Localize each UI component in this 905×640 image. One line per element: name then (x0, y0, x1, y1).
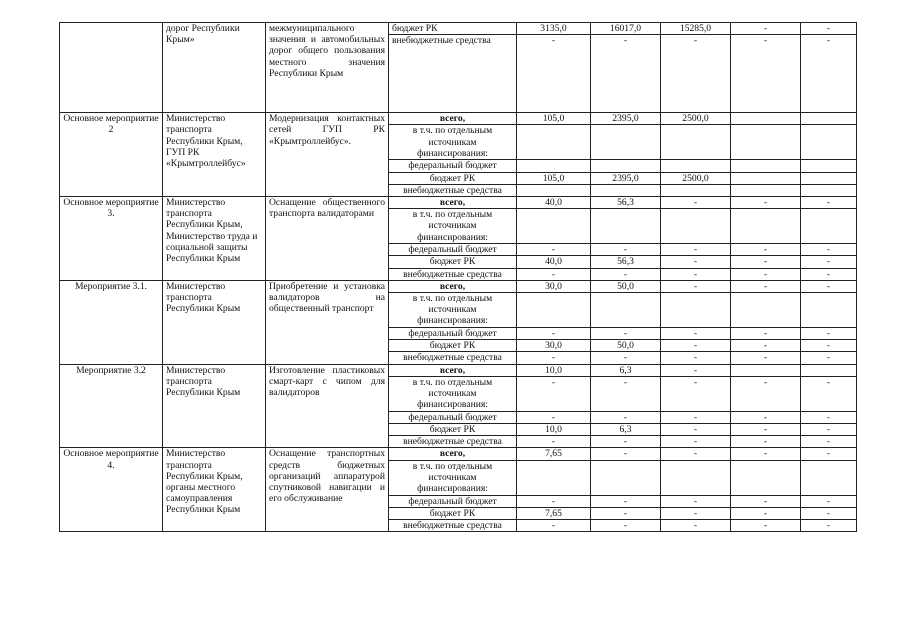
action-cell: Основное мероприятие 2 (60, 113, 163, 197)
value-cell: 30,0 (517, 340, 591, 352)
executor-cell: Министерство транспорта Республики Крым (163, 280, 266, 364)
table-row (60, 23, 857, 35)
value-cell: - (661, 280, 731, 292)
value-cell: - (591, 411, 661, 423)
value-cell (731, 209, 801, 244)
value-cell: - (661, 352, 731, 364)
value-cell (591, 209, 661, 244)
value-cell: - (801, 495, 857, 507)
funding-source-cell: бюджет РК (389, 340, 517, 352)
funding-source-cell: бюджет РК (389, 424, 517, 436)
value-cell: - (731, 280, 801, 292)
value-cell: - (661, 376, 731, 411)
activity-name-cell: Приобретение и установка валидаторов на общественный транспорт (266, 280, 389, 364)
funding-source-cell: внебюджетные средства (389, 436, 517, 448)
value-cell: - (731, 268, 801, 280)
value-cell: - (731, 448, 801, 460)
value-cell: 50,0 (591, 340, 661, 352)
action-cell: Основное мероприятие 3. (60, 197, 163, 281)
value-cell: - (801, 520, 857, 532)
action-cell: Мероприятие 3.2 (60, 364, 163, 448)
value-cell: 40,0 (517, 197, 591, 209)
value-cell: 6,3 (591, 424, 661, 436)
value-cell: 7,65 (517, 507, 591, 519)
funding-source-cell: внебюджетные средства (389, 520, 517, 532)
value-cell: 2500,0 (661, 113, 731, 125)
value-cell: - (517, 244, 591, 256)
value-cell: - (801, 328, 857, 340)
value-cell: - (517, 268, 591, 280)
value-cell: - (517, 352, 591, 364)
value-cell: - (591, 244, 661, 256)
value-cell: 2395,0 (591, 172, 661, 184)
value-cell (517, 184, 591, 196)
value-cell: 2500,0 (661, 172, 731, 184)
value-cell (801, 209, 857, 244)
value-cell (801, 184, 857, 196)
funding-source-cell: федеральный бюджет (389, 160, 517, 172)
value-cell: - (731, 411, 801, 423)
action-cell: Основное мероприятие 4. (60, 448, 163, 532)
value-cell: - (661, 197, 731, 209)
value-cell (731, 184, 801, 196)
value-cell: 6,3 (591, 364, 661, 376)
table-row (60, 113, 857, 125)
funding-source-cell: внебюджетные средства (389, 184, 517, 196)
value-cell: - (731, 328, 801, 340)
executor-cell: дорог Республики Крым» (163, 23, 266, 113)
value-cell: - (731, 197, 801, 209)
value-cell: - (801, 411, 857, 423)
executor-cell: Министерство транспорта Республики Крым, ГУП РК «Крымтроллейбус» (163, 113, 266, 197)
activity-name-cell: Оснащение транспортных средств бюджетных организаций аппаратурой спутниковой навигации и его обслуживание (266, 448, 389, 532)
value-cell (661, 293, 731, 328)
activity-name-cell: Изготовление пластиковых смарт-карт с чипом для валидаторов (266, 364, 389, 448)
value-cell: - (661, 35, 731, 113)
value-cell: 105,0 (517, 113, 591, 125)
value-cell: - (801, 507, 857, 519)
value-cell: - (801, 448, 857, 460)
value-cell: - (661, 520, 731, 532)
funding-source-cell: внебюджетные средства (389, 268, 517, 280)
value-cell (731, 160, 801, 172)
value-cell: - (661, 244, 731, 256)
budget-table (59, 22, 857, 532)
funding-source-cell: в т.ч. по отдельным источникам финансирования: (389, 460, 517, 495)
value-cell (591, 160, 661, 172)
funding-total-label: всего, (389, 364, 517, 376)
value-cell: - (801, 352, 857, 364)
value-cell: - (661, 448, 731, 460)
value-cell: - (731, 376, 801, 411)
value-cell: - (661, 411, 731, 423)
value-cell: 50,0 (591, 280, 661, 292)
funding-source-cell: бюджет РК (389, 507, 517, 519)
action-cell (60, 23, 163, 113)
funding-total-label: всего, (389, 197, 517, 209)
funding-source-cell: бюджет РК (389, 256, 517, 268)
value-cell: - (591, 507, 661, 519)
funding-total-label: всего, (389, 448, 517, 460)
value-cell: - (801, 244, 857, 256)
value-cell: 15285,0 (661, 23, 731, 35)
value-cell: 3135,0 (517, 23, 591, 35)
value-cell: - (731, 35, 801, 113)
value-cell (801, 364, 857, 376)
continuation-block (60, 23, 857, 113)
value-cell: - (517, 328, 591, 340)
value-cell: - (661, 256, 731, 268)
value-cell (661, 460, 731, 495)
value-cell: - (731, 244, 801, 256)
value-cell: - (801, 280, 857, 292)
value-cell: - (801, 376, 857, 411)
value-cell: - (517, 376, 591, 411)
funding-total-label: всего, (389, 280, 517, 292)
value-cell: - (591, 328, 661, 340)
value-cell: - (731, 352, 801, 364)
value-cell: - (661, 495, 731, 507)
value-cell: 105,0 (517, 172, 591, 184)
funding-source-cell: в т.ч. по отдельным источникам финансирования: (389, 376, 517, 411)
funding-source-cell: федеральный бюджет (389, 244, 517, 256)
value-cell: - (731, 340, 801, 352)
value-cell: - (801, 256, 857, 268)
value-cell: - (731, 507, 801, 519)
value-cell: - (801, 340, 857, 352)
value-cell (801, 160, 857, 172)
value-cell: 56,3 (591, 256, 661, 268)
funding-total-label: всего, (389, 113, 517, 125)
executor-cell: Министерство транспорта Республики Крым (163, 364, 266, 448)
executor-cell: Министерство транспорта Республики Крым, органы местного самоуправления Республики Крым (163, 448, 266, 532)
funding-source-cell: внебюджетные средства (389, 352, 517, 364)
funding-source-cell: внебюджетные средства (389, 35, 517, 113)
value-cell: - (517, 495, 591, 507)
value-cell: 10,0 (517, 424, 591, 436)
value-cell: - (801, 424, 857, 436)
value-cell: - (517, 411, 591, 423)
funding-source-cell: в т.ч. по отдельным источникам финансирования: (389, 293, 517, 328)
value-cell: - (517, 436, 591, 448)
activities-body (60, 113, 857, 532)
value-cell (517, 293, 591, 328)
value-cell: 56,3 (591, 197, 661, 209)
value-cell (731, 364, 801, 376)
funding-source-cell: в т.ч. по отдельным источникам финансирования: (389, 125, 517, 160)
funding-source-cell: федеральный бюджет (389, 328, 517, 340)
value-cell (801, 293, 857, 328)
value-cell: - (591, 495, 661, 507)
value-cell: - (661, 268, 731, 280)
value-cell: - (661, 364, 731, 376)
value-cell: - (731, 436, 801, 448)
value-cell: - (661, 507, 731, 519)
value-cell (731, 125, 801, 160)
value-cell: - (801, 35, 857, 113)
value-cell: - (801, 268, 857, 280)
value-cell: 10,0 (517, 364, 591, 376)
value-cell: 7,65 (517, 448, 591, 460)
value-cell (591, 293, 661, 328)
value-cell (731, 113, 801, 125)
activity-name-cell: межмуниципального значения и автомобильных дорог общего пользования местного значения Республики Крым (266, 23, 389, 113)
value-cell: - (661, 424, 731, 436)
value-cell: - (517, 35, 591, 113)
value-cell (801, 125, 857, 160)
executor-cell: Министерство транспорта Республики Крым, Министерство труда и социальной защиты Республики Крым (163, 197, 266, 281)
funding-source-cell: бюджет РК (389, 172, 517, 184)
value-cell: - (517, 520, 591, 532)
value-cell (731, 293, 801, 328)
value-cell: - (661, 340, 731, 352)
value-cell (517, 209, 591, 244)
action-cell: Мероприятие 3.1. (60, 280, 163, 364)
value-cell: - (661, 328, 731, 340)
value-cell (661, 184, 731, 196)
value-cell: 40,0 (517, 256, 591, 268)
value-cell: - (731, 495, 801, 507)
value-cell: - (731, 424, 801, 436)
value-cell (517, 160, 591, 172)
value-cell: 30,0 (517, 280, 591, 292)
value-cell: - (591, 448, 661, 460)
value-cell (731, 172, 801, 184)
value-cell: - (591, 376, 661, 411)
value-cell: - (591, 268, 661, 280)
funding-source-cell: в т.ч. по отдельным источникам финансирования: (389, 209, 517, 244)
value-cell: - (731, 520, 801, 532)
table-row (60, 197, 857, 209)
value-cell (731, 460, 801, 495)
table-row (60, 364, 857, 376)
value-cell: - (801, 436, 857, 448)
funding-source-cell: бюджет РК (389, 23, 517, 35)
value-cell (517, 125, 591, 160)
funding-source-cell: федеральный бюджет (389, 495, 517, 507)
value-cell (661, 209, 731, 244)
value-cell (517, 460, 591, 495)
value-cell: - (731, 23, 801, 35)
funding-source-cell: федеральный бюджет (389, 411, 517, 423)
table-row (60, 448, 857, 460)
value-cell (801, 460, 857, 495)
value-cell: - (591, 436, 661, 448)
value-cell (591, 460, 661, 495)
value-cell: - (801, 23, 857, 35)
table-row (60, 280, 857, 292)
value-cell (801, 113, 857, 125)
value-cell: - (661, 436, 731, 448)
value-cell (591, 184, 661, 196)
value-cell (801, 172, 857, 184)
value-cell: - (731, 256, 801, 268)
value-cell (661, 160, 731, 172)
value-cell: - (801, 197, 857, 209)
activity-name-cell: Оснащение общественного транспорта валидаторами (266, 197, 389, 281)
value-cell (661, 125, 731, 160)
activity-name-cell: Модернизация контактных сетей ГУП РК «Крымтроллейбус». (266, 113, 389, 197)
value-cell: - (591, 352, 661, 364)
value-cell: 16017,0 (591, 23, 661, 35)
value-cell (591, 125, 661, 160)
value-cell: 2395,0 (591, 113, 661, 125)
value-cell: - (591, 520, 661, 532)
value-cell: - (591, 35, 661, 113)
